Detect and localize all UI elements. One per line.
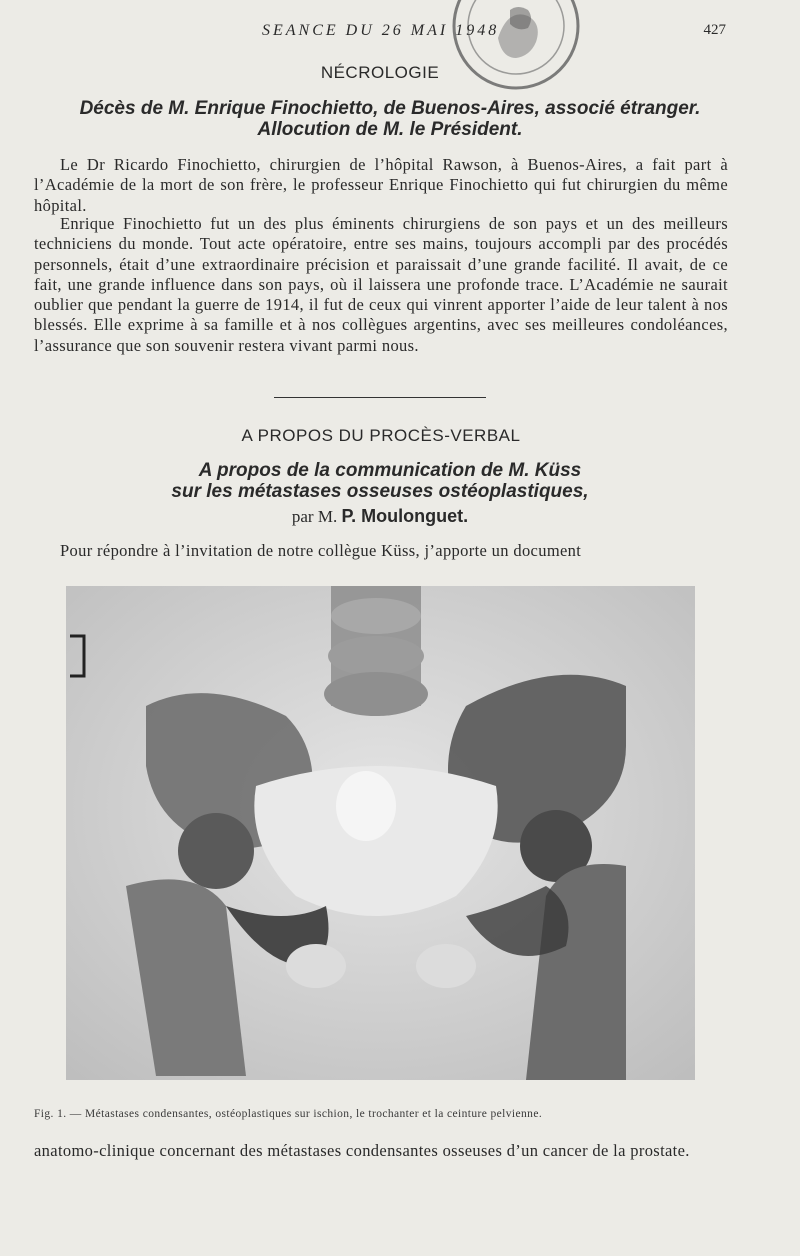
necrology-title-line2: Allocution de M. le Président. bbox=[257, 119, 523, 140]
figure-caption: Fig. 1. — Métastases condensantes, ostéoplastiques sur ischion, le trochanter et la ceinture pelvienne. bbox=[34, 1108, 543, 1120]
article-title-line2: sur les métastases osseuses ostéoplastiques, bbox=[171, 481, 589, 502]
necrology-paragraph-2: Enrique Finochietto fut un des plus éminents chirurgiens de son pays et un des meilleurs techniciens du monde. Tout acte opératoire, entre ses mains, toujours accompli par des procédés personnels, était d’une extraordinaire précision et paraissait d’une grande facilité. Il avait, de ce fait, une grande influence dans son pays, où il laissera une profonde trace. L’Académie ne saurait oublier que pendant la guerre de 1914, il fut de ceux qui vinrent apporter l’aide de leur talent à nos blessés. Elle exprime à sa famille et à nos collègues argentins, avec ses meilleures condoléances, l’assurance que son souvenir restera vivant parmi nous. bbox=[34, 214, 728, 355]
article-paragraph-start: Pour répondre à l’invitation de notre collègue Küss, j’apporte un document bbox=[60, 541, 582, 560]
section-divider bbox=[274, 397, 486, 398]
necrology-heading: NÉCROLOGIE bbox=[320, 63, 440, 82]
article-byline bbox=[0, 506, 760, 527]
pelvis-radiograph bbox=[66, 586, 695, 1080]
page-header bbox=[0, 22, 800, 44]
article-title-line1: A propos de la communication de M. Küss bbox=[198, 460, 582, 481]
running-head: SEANCE DU 26 MAI 1948 bbox=[262, 22, 500, 39]
page-number: 427 bbox=[703, 22, 726, 38]
necrology-paragraph-1: Le Dr Ricardo Finochietto, chirurgien de l’hôpital Rawson, à Buenos-Aires, a fait part à l’Académie de la mort de son frère, le professeur Enrique Finochietto qui fut chirurgien du même hôpital. bbox=[34, 155, 728, 215]
article-paragraph-end: anatomo-clinique concernant des métastases condensantes osseuses d’un cancer de la prostate. bbox=[34, 1141, 690, 1160]
byline-prefix: par M. bbox=[291, 507, 338, 526]
library-stamp bbox=[440, 0, 582, 102]
author-name: P. Moulonguet. bbox=[341, 506, 469, 526]
necrology-title-line1: Décès de M. Enrique Finochietto, de Buenos-Aires, associé étranger. bbox=[79, 98, 701, 119]
proces-verbal-heading: A PROPOS DU PROCÈS-VERBAL bbox=[241, 426, 521, 445]
